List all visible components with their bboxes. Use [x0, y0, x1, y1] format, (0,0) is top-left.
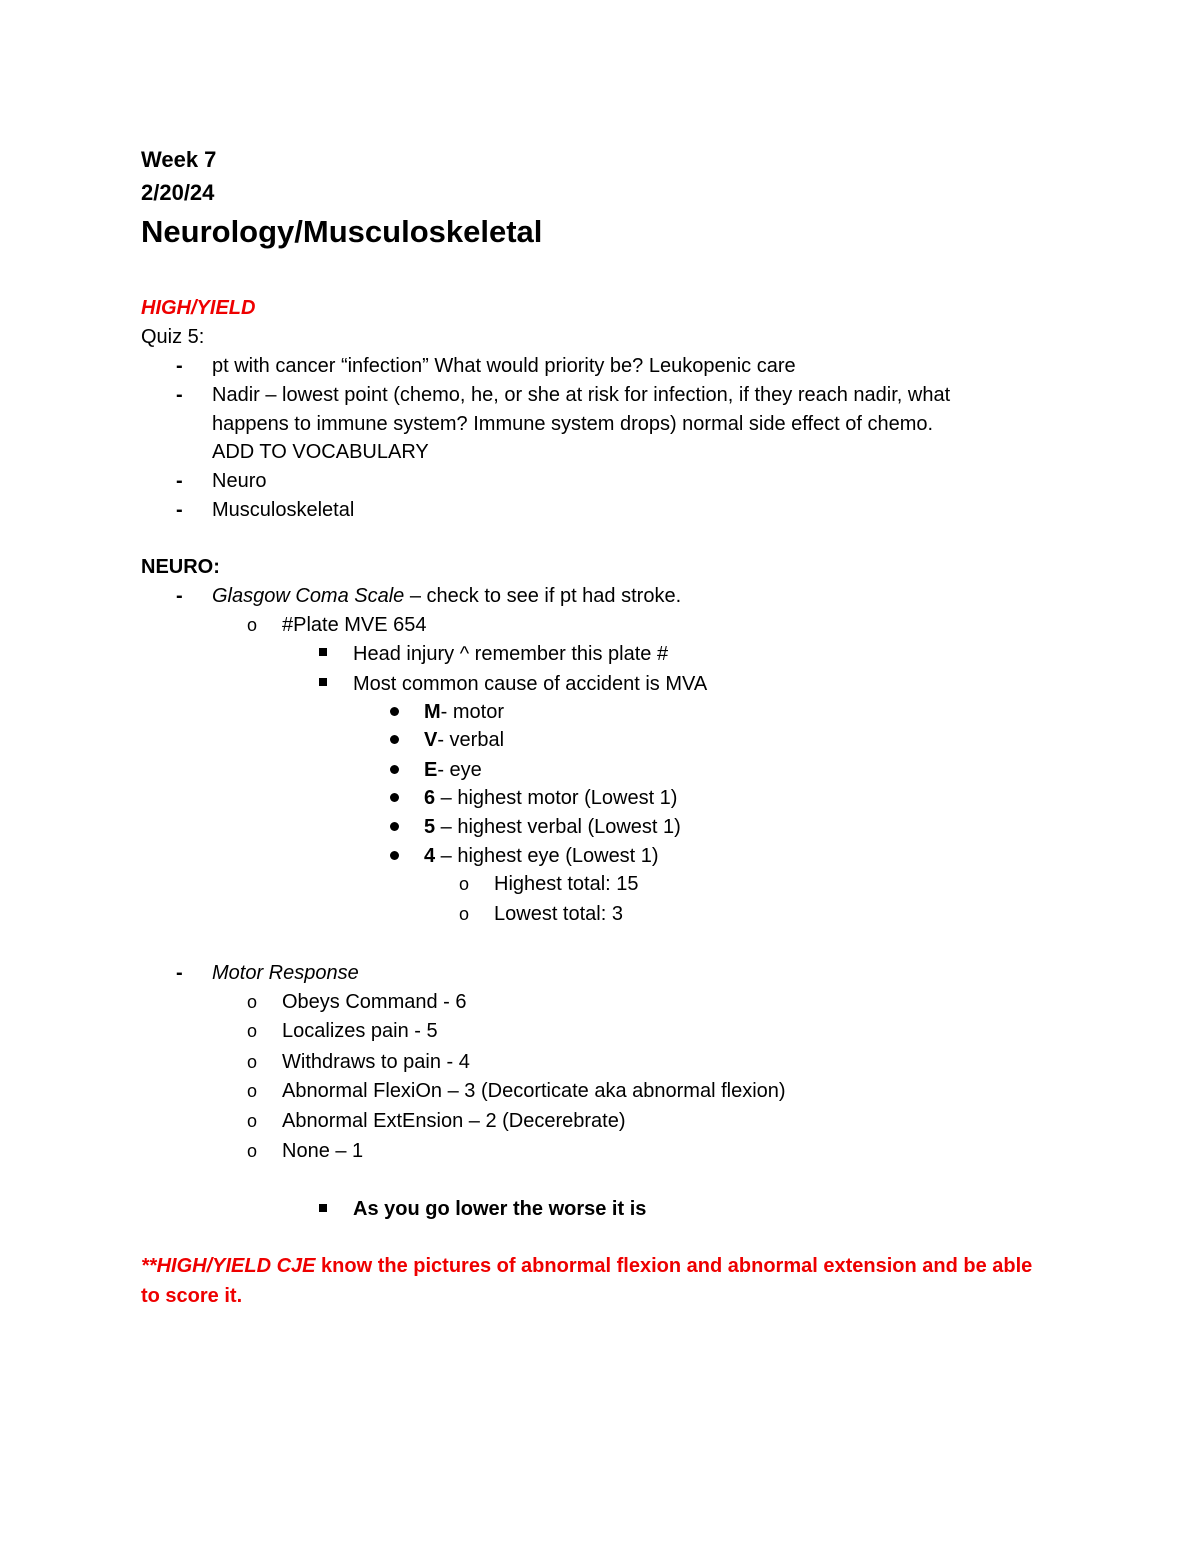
week-label: Week 7 [141, 147, 217, 172]
motor-item: Localizes pain - 5 [282, 1020, 438, 1042]
motor-item: Abnormal ExtEnsion – 2 (Decerebrate) [282, 1110, 626, 1132]
mve-text: - verbal [437, 729, 505, 751]
motor-item: Withdraws to pain - 4 [282, 1051, 470, 1073]
mve-text: – highest verbal (Lowest 1) [435, 816, 681, 838]
motor-item: Abnormal FlexiOn – 3 (Decorticate aka abnormal flexion) [282, 1080, 786, 1102]
total-item: Lowest total: 3 [494, 903, 623, 925]
mve-key: 4 [424, 845, 436, 867]
dot-bullet [390, 793, 399, 802]
mve-text: – highest eye (Lowest 1) [435, 845, 659, 867]
footer-note-line1 [141, 1252, 1032, 1280]
dot-bullet [390, 735, 399, 744]
mve-key: E [424, 759, 438, 781]
quiz-label: Quiz 5: [141, 326, 205, 348]
square-bullet [319, 678, 327, 686]
dot-bullet [390, 707, 399, 716]
dash-bullet: - [176, 962, 183, 984]
footer-note-text: know the pictures of abnormal flexion and abnormal extension and be able [315, 1255, 1033, 1277]
mve-key: 6 [424, 787, 436, 809]
dot-bullet [390, 822, 399, 831]
mve-key: V [424, 729, 438, 751]
dash-bullet: - [176, 384, 183, 406]
dash-bullet: - [176, 355, 183, 377]
gcs-text: – check to see if pt had stroke. [404, 585, 682, 607]
quiz-item: pt with cancer “infection” What would priority be? Leukopenic care [212, 355, 796, 377]
mve-key: M [424, 701, 441, 723]
quiz-item-continued: happens to immune system? Immune system drops) normal side effect of chemo. [212, 413, 934, 435]
mve-item [424, 842, 659, 870]
mve-item [424, 698, 504, 726]
mve-text: - motor [440, 701, 505, 723]
motor-item: Obeys Command - 6 [282, 991, 467, 1013]
circle-bullet: o [247, 992, 258, 1012]
plate-line: #Plate MVE 654 [282, 614, 427, 636]
circle-bullet: o [459, 904, 470, 924]
dash-bullet: - [176, 470, 183, 492]
square-bullet [319, 1204, 327, 1212]
circle-bullet: o [247, 1141, 258, 1161]
quiz-item-continued: ADD TO VOCABULARY [212, 441, 429, 463]
dash-bullet: - [176, 585, 183, 607]
circle-bullet: o [247, 1081, 258, 1101]
footer-note-line2: to score it. [141, 1285, 243, 1307]
motor-note: As you go lower the worse it is [353, 1198, 647, 1220]
quiz-item: Neuro [212, 470, 267, 492]
dot-bullet [390, 765, 399, 774]
quiz-item: Nadir – lowest point (chemo, he, or she at risk for infection, if they reach nadir, what [212, 384, 951, 406]
circle-bullet: o [247, 615, 258, 635]
page-title: Neurology/Musculoskeletal [141, 214, 543, 249]
circle-bullet: o [459, 874, 470, 894]
gcs-term: Glasgow Coma Scale [212, 585, 405, 607]
mve-item [424, 784, 677, 812]
dot-bullet [390, 851, 399, 860]
motor-heading: Motor Response [212, 962, 359, 984]
mve-key: 5 [424, 816, 436, 838]
mve-item [424, 756, 482, 784]
total-item: Highest total: 15 [494, 873, 639, 895]
high-yield-label: HIGH/YIELD [141, 297, 256, 319]
circle-bullet: o [247, 1111, 258, 1131]
circle-bullet: o [247, 1052, 258, 1072]
dash-bullet: - [176, 499, 183, 521]
circle-bullet: o [247, 1021, 258, 1041]
mve-item [424, 813, 681, 841]
date-label: 2/20/24 [141, 180, 215, 205]
quiz-item: Musculoskeletal [212, 499, 355, 521]
mve-text: - eye [437, 759, 482, 781]
plate-item: Head injury ^ remember this plate # [353, 643, 669, 665]
gcs-line [212, 582, 681, 610]
mve-text: – highest motor (Lowest 1) [435, 787, 678, 809]
plate-item: Most common cause of accident is MVA [353, 673, 708, 695]
footer-note-prefix: **HIGH/YIELD CJE [141, 1255, 316, 1277]
mve-item [424, 726, 504, 754]
motor-item: None – 1 [282, 1140, 364, 1162]
square-bullet [319, 648, 327, 656]
neuro-heading: NEURO: [141, 556, 220, 578]
